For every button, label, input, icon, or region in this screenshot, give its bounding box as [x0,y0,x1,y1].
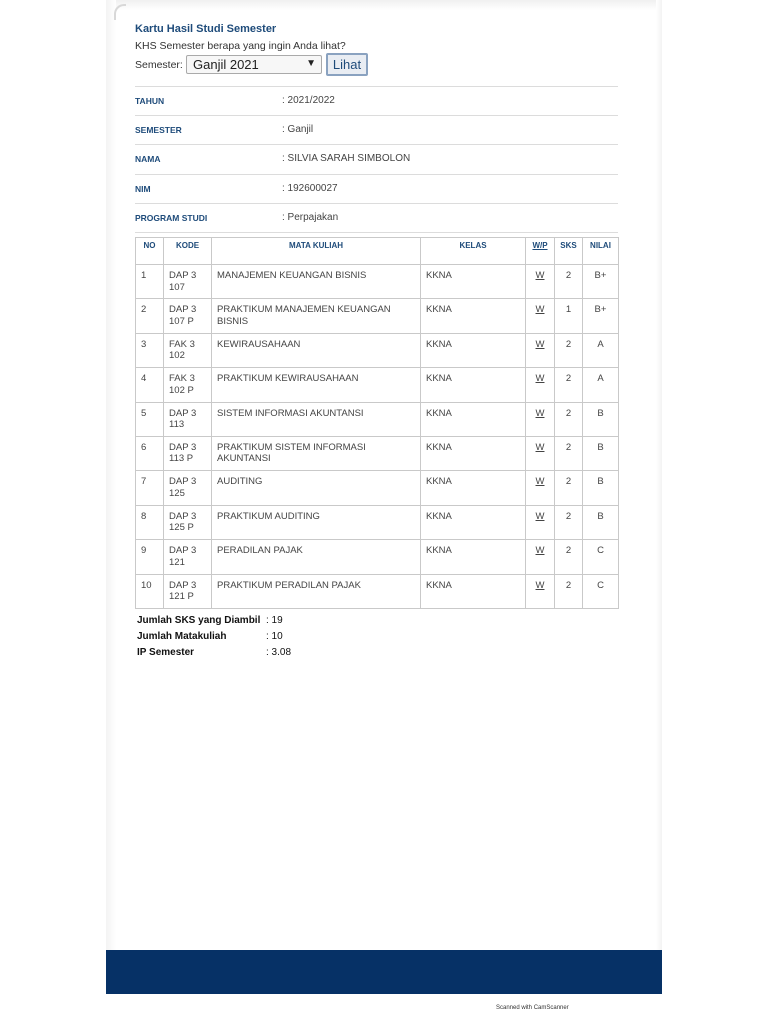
table-row [136,574,619,608]
col-header-nilai: NILAI [583,238,619,265]
cell-kelas: KKNA [421,299,526,333]
summary-label-matakuliah: Jumlah Matakuliah [137,631,227,642]
cell-mata-kuliah: PRAKTIKUM PERADILAN PAJAK [212,574,421,608]
scanner-watermark: Scanned with CamScanner [496,1005,569,1011]
cell-no: 7 [136,471,164,505]
table-row [136,368,619,402]
page-title: Kartu Hasil Studi Semester [135,23,277,35]
cell-kode: FAK 3 102 P [164,368,212,402]
cell-kode: DAP 3 125 P [164,505,212,539]
view-button[interactable]: Lihat [326,53,368,76]
scan-shadow-top [116,0,662,10]
courses-table [135,237,619,609]
cell-kode: DAP 3 107 P [164,299,212,333]
cell-nilai: C [583,540,619,574]
cell-mata-kuliah: PRAKTIKUM SISTEM INFORMASI AKUNTANSI [212,436,421,470]
cell-mata-kuliah: PRAKTIKUM AUDITING [212,505,421,539]
cell-kelas: KKNA [421,540,526,574]
cell-wp-link[interactable]: W [526,574,555,608]
table-row [136,333,619,367]
info-label: NAMA [135,154,161,165]
cell-nilai: A [583,368,619,402]
summary-value-ip: : 3.08 [266,647,292,658]
col-header-wp[interactable]: W/P [526,238,555,265]
semester-label: Semester: [135,59,183,71]
cell-no: 1 [136,265,164,299]
cell-sks: 2 [555,436,583,470]
col-header-kelas: KELAS [421,238,526,265]
cell-no: 2 [136,299,164,333]
cell-kelas: KKNA [421,402,526,436]
cell-nilai: C [583,574,619,608]
cell-mata-kuliah: PERADILAN PAJAK [212,540,421,574]
col-header-mata-kuliah: MATA KULIAH [212,238,421,265]
cell-nilai: B [583,436,619,470]
cell-nilai: B+ [583,299,619,333]
cell-sks: 2 [555,333,583,367]
cell-nilai: A [583,333,619,367]
table-row [136,265,619,299]
col-header-sks: SKS [555,238,583,265]
cell-kelas: KKNA [421,333,526,367]
scan-shadow-left [106,0,116,950]
cell-wp-link[interactable]: W [526,333,555,367]
cell-kelas: KKNA [421,574,526,608]
cell-sks: 2 [555,505,583,539]
summary-value-sks: : 19 [266,615,283,626]
scan-shadow-right [656,0,662,950]
semester-select[interactable] [186,55,322,74]
panel-corner [114,4,126,20]
cell-kelas: KKNA [421,505,526,539]
table-header-row [136,238,619,265]
info-value: : 2021/2022 [282,95,335,106]
table-row [136,540,619,574]
info-value: : SILVIA SARAH SIMBOLON [282,153,411,165]
semester-select-value: Ganjil 2021 [193,57,259,72]
cell-wp-link[interactable]: W [526,299,555,333]
cell-kode: DAP 3 113 [164,402,212,436]
info-value: : Ganjil [282,124,314,136]
footer-bar [106,950,662,994]
table-row [136,402,619,436]
cell-no: 3 [136,333,164,367]
table-row [136,436,619,470]
cell-mata-kuliah: PRAKTIKUM MANAJEMEN KEUANGAN BISNIS [212,299,421,333]
table-row [136,471,619,505]
cell-kode: DAP 3 121 [164,540,212,574]
info-row-tahun [135,86,618,115]
cell-sks: 2 [555,402,583,436]
info-label: TAHUN [135,96,165,106]
cell-mata-kuliah: AUDITING [212,471,421,505]
cell-nilai: B+ [583,265,619,299]
cell-sks: 2 [555,265,583,299]
info-row-semester [135,115,618,144]
info-value: : 192600027 [282,182,338,194]
cell-kode: DAP 3 125 [164,471,212,505]
col-header-no: NO [136,238,164,265]
info-row-nim [135,174,618,203]
table-row [136,505,619,539]
info-label: SEMESTER [135,125,182,136]
cell-no: 6 [136,436,164,470]
info-label: PROGRAM STUDI [135,212,208,223]
cell-wp-link[interactable]: W [526,265,555,299]
cell-kode: FAK 3 102 [164,333,212,367]
cell-nilai: B [583,471,619,505]
cell-sks: 2 [555,471,583,505]
cell-kelas: KKNA [421,368,526,402]
chevron-down-icon: ▼ [306,58,316,69]
cell-nilai: B [583,402,619,436]
info-label: NIM [135,183,151,194]
cell-mata-kuliah: KEWIRAUSAHAAN [212,333,421,367]
cell-no: 5 [136,402,164,436]
cell-kode: DAP 3 113 P [164,436,212,470]
table-row [136,299,619,333]
cell-mata-kuliah: SISTEM INFORMASI AKUNTANSI [212,402,421,436]
cell-no: 10 [136,574,164,608]
cell-mata-kuliah: PRAKTIKUM KEWIRAUSAHAAN [212,368,421,402]
semester-question: KHS Semester berapa yang ingin Anda lihat? [135,40,346,52]
cell-wp-link[interactable]: W [526,402,555,436]
summary-label-ip: IP Semester [137,647,195,658]
summary-label-sks: Jumlah SKS yang Diambil [137,615,261,626]
cell-no: 8 [136,505,164,539]
cell-kode: DAP 3 121 P [164,574,212,608]
cell-wp-link[interactable]: W [526,436,555,470]
cell-sks: 2 [555,540,583,574]
cell-wp-link[interactable]: W [526,505,555,539]
student-info [135,86,618,234]
cell-mata-kuliah: MANAJEMEN KEUANGAN BISNIS [212,265,421,299]
cell-wp-link[interactable]: W [526,540,555,574]
info-value: : Perpajakan [282,211,339,223]
cell-kelas: KKNA [421,265,526,299]
cell-sks: 1 [555,299,583,333]
cell-no: 9 [136,540,164,574]
cell-sks: 2 [555,368,583,402]
info-row-program-studi [135,203,618,232]
summary-value-matakuliah: : 10 [266,631,283,642]
cell-kode: DAP 3 107 [164,265,212,299]
info-row-nama [135,144,618,173]
cell-wp-link[interactable]: W [526,368,555,402]
cell-nilai: B [583,505,619,539]
cell-no: 4 [136,368,164,402]
info-divider [135,232,618,234]
cell-wp-link[interactable]: W [526,471,555,505]
cell-kelas: KKNA [421,471,526,505]
cell-sks: 2 [555,574,583,608]
cell-kelas: KKNA [421,436,526,470]
col-header-kode: KODE [164,238,212,265]
